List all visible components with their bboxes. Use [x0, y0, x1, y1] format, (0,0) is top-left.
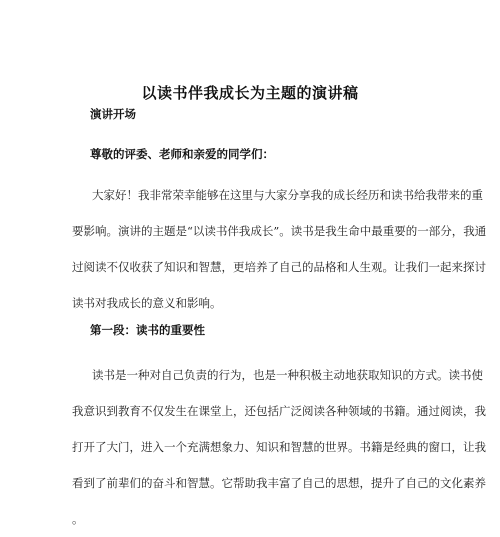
paragraph-line: 。: [72, 512, 84, 526]
paragraph-line: 打开了大门，进入一个充满想象力、知识和智慧的世界。书籍是经典的窗口，让我: [72, 440, 486, 454]
paragraph-importance: [72, 357, 486, 537]
opening-heading: 演讲开场: [90, 107, 136, 121]
paragraph-line: 我意识到教育不仅发生在课堂上，还包括广泛阅读各种领域的书籍。通过阅读，我: [72, 404, 486, 418]
paragraph-line: 看到了前辈们的奋斗和智慧。它帮助我丰富了自己的思想，提升了自己的文化素养: [72, 476, 486, 490]
section-heading: 第一段：读书的重要性: [90, 323, 205, 337]
paragraph-line: 要影响。演讲的主题是“以读书伴我成长”。读书是我生命中最重要的一部分，我通: [72, 224, 487, 238]
paragraph-introduction: [72, 177, 487, 321]
paragraph-line: 读书是一种对自己负责的行为，也是一种积极主动地获取知识的方式。读书使: [92, 368, 483, 382]
salutation: 尊敬的评委、老师和亲爱的同学们：: [90, 147, 274, 161]
paragraph-line: 过阅读不仅收获了知识和智慧，更培养了自己的品格和人生观。让我们一起来探讨: [72, 260, 486, 274]
document-title: 以读书伴我成长为主题的演讲稿: [141, 84, 359, 102]
paragraph-line: 读书对我成长的意义和影响。: [72, 296, 222, 310]
paragraph-line: 大家好！我非常荣幸能够在这里与大家分享我的成长经历和读书给我带来的重: [92, 188, 483, 202]
